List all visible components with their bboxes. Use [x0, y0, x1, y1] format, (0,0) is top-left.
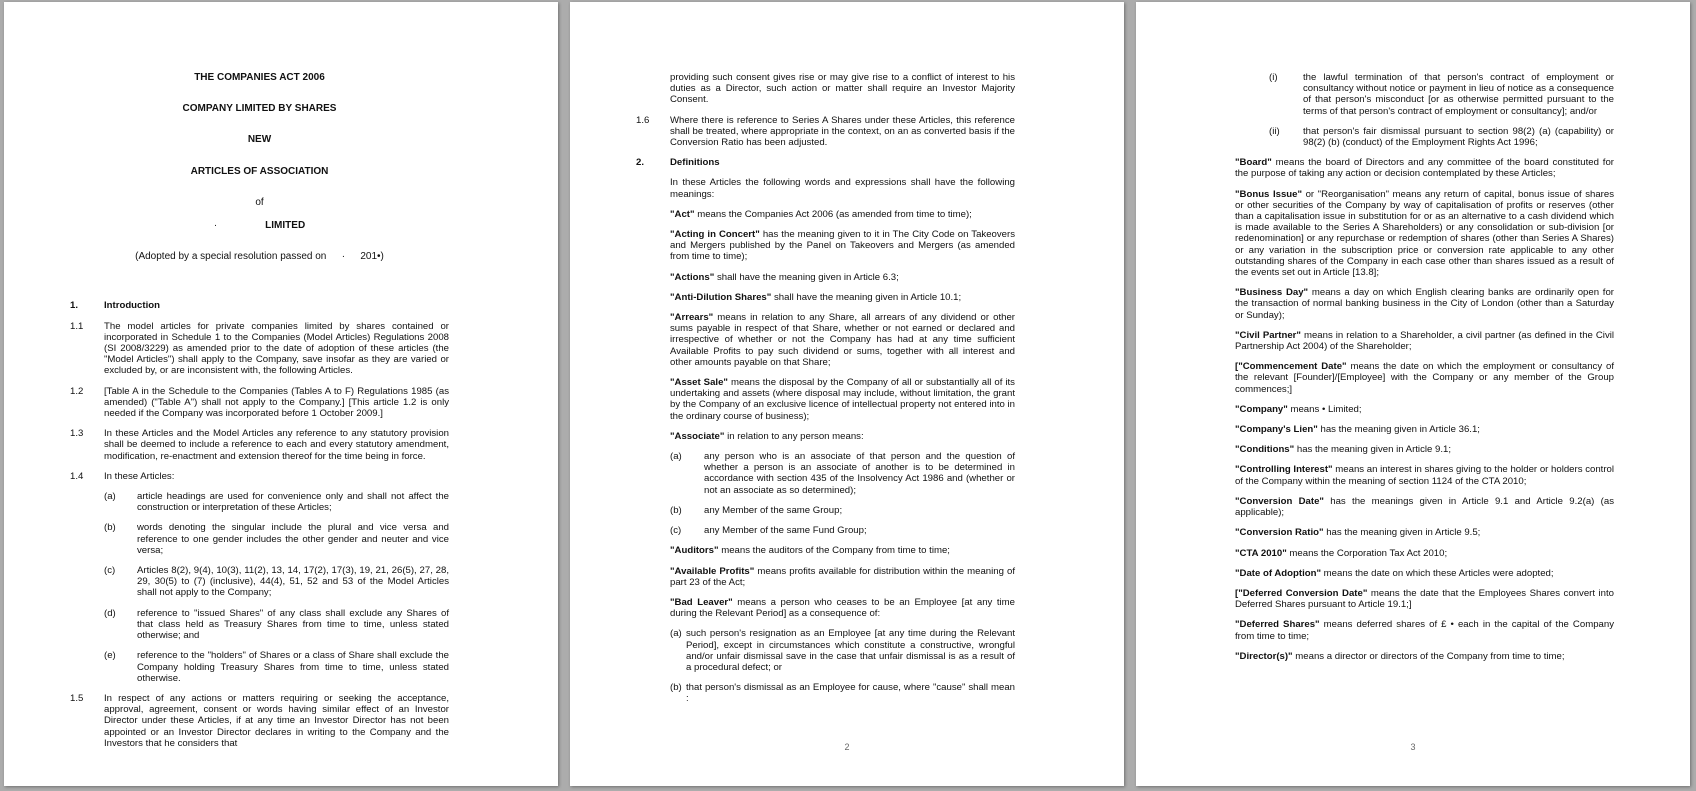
definition-item: "Acting in Concert" has the meaning given to it in The City Code on Takeovers and Mergers published by the Panel on Takeovers and Mergers (as amended from time to time); — [670, 229, 1016, 263]
clause-1-4: 1.4 In these Articles: — [70, 470, 175, 482]
document-page-1 — [4, 2, 558, 786]
title-company-type: COMPANY LIMITED BY SHARES — [182, 103, 337, 115]
clause-1-5-continued: providing such consent gives rise or may give rise to a conflict of interest to his duties as a Director, such action or matter shall require an Investor Majority Consent. — [670, 72, 1015, 106]
clause-1-3: 1.3 In these Articles and the Model Articles any reference to any statutory provision shall be deemed to include a reference to each and every statutory amendment, modification, re-enactment and extension thereof for the time being in force. — [70, 428, 449, 462]
definition-item: "Conversion Date" has the meanings given in Article 9.1 and Article 9.2(a) (as applicable); — [1235, 495, 1614, 519]
adoption-note: (Adopted by a special resolution passed on · 201•) — [135, 251, 384, 263]
list-item: (d) reference to "issued Shares" of any class shall exclude any Shares of that class held as Treasury Shares from time to time, unless stated otherwise; and — [104, 607, 449, 642]
list-item: (a) any person who is an associate of that person and the question of whether a person is an associate of another is to be determined in accordance with section 435 of the Insolvency Act 1986 and (whether or not an associate as so determined); — [670, 451, 1015, 496]
definitions-intro: In these Articles the following words and expressions shall have the following meanings: — [670, 177, 1015, 200]
definition-item: "Company" means • Limited; — [1235, 403, 1362, 415]
definition-item: ["Deferred Conversion Date" means the date that the Employees Shares convert into Deferred Shares pursuant to Article 19.1;] — [1235, 587, 1615, 611]
title-new: NEW — [247, 134, 272, 146]
clause-1-4-list — [104, 491, 449, 684]
list-item: (a) such person's resignation as an Employee [at any time during the Relevant Period], except in circumstances which constitute a constructive, wrongful and/or unfair dismissal save in the case that unfair dismissal is as a result of a procedural defect; or — [670, 628, 1015, 673]
page-number: 3 — [1410, 742, 1416, 752]
definition-item: "Bad Leaver" means a person who ceases to be an Employee [at any time during the Relevant Period] as a consequence of: — [670, 596, 1016, 620]
section-1-heading: 1. Introduction — [70, 300, 160, 312]
definition-item: "Conversion Ratio" has the meaning given in Article 9.5; — [1235, 527, 1481, 539]
definition-item: ["Commencement Date" means the date on which the employment or consultancy of the relevant [Founder]/[Employee] with the Company or any member of the Group commences;] — [1235, 361, 1614, 395]
list-item: (b) any Member of the same Group; — [670, 504, 843, 516]
document-page-3 — [1136, 2, 1690, 786]
definition-item: "Deferred Shares" means deferred shares of £ • each in the capital of the Company from time to time; — [1235, 619, 1614, 642]
list-item: (e) reference to the "holders" of Shares or a class of Share shall exclude the Company holding Treasury Shares from time to time, unless stated otherwise. — [104, 650, 449, 684]
definition-item: "Asset Sale" means the disposal by the Company of all or substantially all of its undertaking and assets (where disposal may include, without limitation, the grant by the Company of an exclusive licence of intellectual property not entered into in the ordinary course of business); — [670, 377, 1015, 422]
list-item: (c) Articles 8(2), 9(4), 10(3), 11(2), 13, 14, 17(2), 17(3), 19, 21, 26(5), 27, 28, 29, 30(5) to (7) (inclusive), 44(4), 51, 52 and 53 of the Model Articles shall not apply to the Company; — [104, 565, 449, 599]
definition-item: "Act" means the Companies Act 2006 (as amended from time to time); — [670, 208, 972, 220]
list-item: (c) any Member of the same Fund Group; — [670, 525, 867, 537]
definition-item: "Arrears" means in relation to any Share, all arrears of any dividend or other sums payable in respect of that Share, whether or not earned or declared and irrespective of whether or not the Company has had at any time sufficient Available Profits to pay such dividend or sums, together with all interest and other amounts payable on that Share; — [670, 312, 1015, 368]
definition-item: "Auditors" means the auditors of the Company from time to time; — [670, 545, 950, 557]
definition-item: "Business Day" means a day on which English clearing banks are ordinarily open for the transaction of normal banking business in the City of London (other than a Saturday or Sunday); — [1235, 287, 1614, 321]
clause-1-2: 1.2 [Table A in the Schedule to the Companies (Tables A to F) Regulations 1985 (as amended) ("Table A") shall not apply to the Company.] [This article 1.2 is only needed if the Company was incorporated before 1 October 2009.] — [70, 385, 449, 420]
list-item: (a) article headings are used for convenience only and shall not affect the construction or interpretation of these Articles; — [104, 491, 449, 514]
definition-item: "Date of Adoption" means the date on which these Articles were adopted; — [1235, 567, 1554, 579]
list-item: (b) that person's dismissal as an Employee for cause, where "cause" shall mean : — [670, 682, 1015, 705]
page-3-content — [1235, 72, 1614, 671]
clause-1-6: 1.6 Where there is reference to Series A Shares under these Articles, this reference shall be treated, where appropriate in the context, on an as converted basis if the Conversion Ratio has been adjusted. — [636, 114, 1015, 149]
title-act: THE COMPANIES ACT 2006 — [194, 72, 325, 83]
page-1-content — [70, 72, 449, 758]
clause-1-1: 1.1 The model articles for private companies limited by shares contained or incorporated in Schedule 1 to the Companies (Model Articles) Regulations 2008 (SI 2008/3229) as amended prior to the date of adoption of these articles (the "Model Articles") shall apply to the Company, save insofar as they are varied or excluded by, or are inconsistent with, the following Articles. — [70, 320, 449, 377]
clause-1-5: 1.5 In respect of any actions or matters requiring or seeking the acceptance, approval, agreement, consent or words having similar effect of an Investor Director under these Articles, if at any time an Investor Director has not been appointed or an Investor Director declares in writing to the Company and the Investors that he considers that — [70, 692, 449, 749]
definition-item: "Associate" in relation to any person means: — [670, 430, 864, 442]
definition-item: "Available Profits" means profits available for distribution within the meaning of part 23 of the Act; — [670, 565, 1015, 588]
definition-item: "Anti-Dilution Shares" shall have the meaning given in Article 10.1; — [670, 291, 962, 303]
definition-item: "Director(s)" means a director or directors of the Company from time to time; — [1235, 650, 1565, 662]
definition-item: "Board" means the board of Directors and any committee of the board constituted for the purpose of taking any action or decision contemplated by these Articles; — [1235, 157, 1614, 180]
definition-item: "CTA 2010" means the Corporation Tax Act 2010; — [1235, 547, 1448, 559]
page-number: 2 — [844, 742, 850, 752]
definition-item: "Bonus Issue" or "Reorganisation" means any return of capital, bonus issue of shares or other securities of the Company by way of capitalisation of profits or reserves (other than a capitalisation issue in substitution for or as an alternative to a cash dividend which is made available to the Series A Shareholders) or any consolidation or sub-division [or redenomination] or any repurchase or redemption of shares (other than Series A Shares) or any variation in the subscription price or conversion rate applicable to any other outstanding shares of the Company in each case other than shares issued as a result of the events set out in Article [13.8]; — [1235, 188, 1615, 279]
list-item: (i) the lawful termination of that person's contract of employment or consultancy without notice or payment in lieu of notice as a consequence of that person's misconduct [or as otherwise permitted pursuant to the terms of that person's contract of employment or consultancy]; and/or — [1269, 72, 1614, 117]
title-company-name: · LIMITED — [213, 220, 306, 232]
title-articles: ARTICLES OF ASSOCIATION — [190, 165, 329, 177]
section-2-heading: 2. Definitions — [636, 157, 720, 169]
list-item: (ii) that person's fair dismissal pursuant to section 98(2) (a) (capability) or 98(2) (b) (conduct) of the Employment Rights Act 1996; — [1269, 125, 1614, 149]
definition-item: "Actions" shall have the meaning given in Article 6.3; — [670, 271, 899, 283]
definition-item: "Company's Lien" has the meaning given in Article 36.1; — [1235, 424, 1480, 436]
definition-item: "Controlling Interest" means an interest in shares giving to the holder or holders control of the Company within the meaning of section 1124 of the CTA 2010; — [1235, 464, 1614, 487]
title-of: of — [255, 196, 264, 208]
document-page-2 — [570, 2, 1124, 786]
list-item: (b) words denoting the singular include the plural and vice versa and reference to one gender includes the other gender and neuter and vice versa; — [104, 522, 449, 556]
definition-item: "Civil Partner" means in relation to a Shareholder, a civil partner (as defined in the Civil Partnership Act 2004) of the Shareholder; — [1235, 329, 1614, 353]
definition-item: "Conditions" has the meaning given in Article 9.1; — [1235, 444, 1451, 456]
page-2-content — [636, 72, 1015, 714]
